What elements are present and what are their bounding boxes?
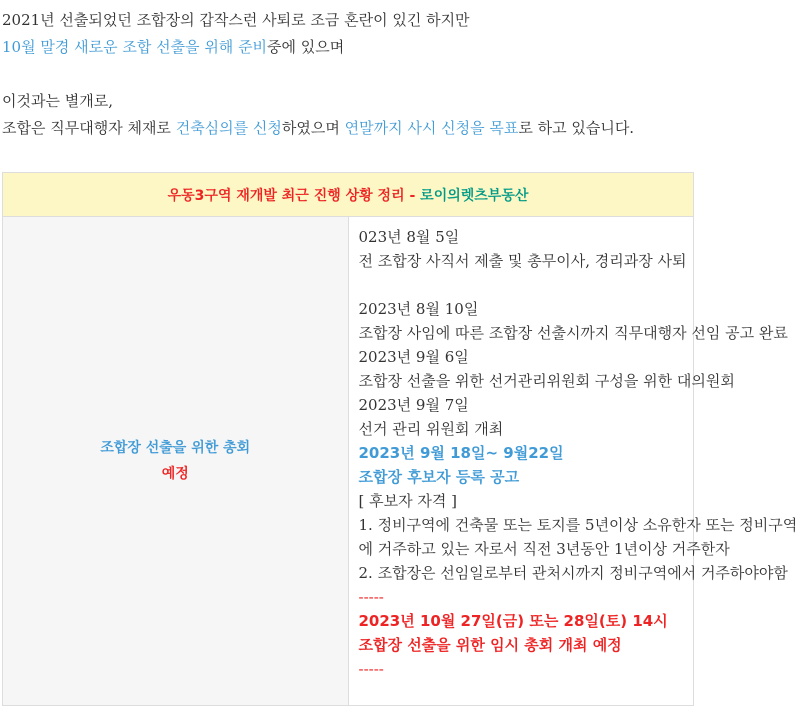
intro-line-4-highlight-2: 연말까지 사시 신청을 목표 <box>344 119 519 137</box>
intro-line-2 <box>2 37 344 57</box>
timeline-event-4: 선거 관리 위원회 개최 <box>358 420 504 438</box>
progress-table <box>2 172 797 706</box>
candidate-qualification-heading: [ 후보자 자격 ] <box>358 492 457 510</box>
intro-line-4 <box>2 118 634 138</box>
table-header-source: 로이의렛츠부동산 <box>420 187 529 204</box>
qualification-2: 2. 조합장은 선임일로부터 관처시까지 정비구역에서 거주하야야함 <box>358 564 788 582</box>
timeline-event-5: 조합장 후보자 등록 공고 <box>358 468 520 486</box>
timeline-event-2: 조합장 사임에 따른 조합장 선출시까지 직무대행자 선임 공고 완료 <box>358 324 788 342</box>
timeline-event-6: 조합장 선출을 위한 임시 총회 개최 예정 <box>358 636 622 654</box>
timeline-date-1: 023년 8월 5일 <box>358 228 460 246</box>
table-right-cell <box>348 217 797 706</box>
spacer <box>359 273 694 297</box>
table-header <box>3 173 694 217</box>
timeline-date-5: 2023년 9월 18일~ 9월22일 <box>358 444 564 462</box>
intro-line-4-highlight-1: 건축심의를 신청 <box>175 119 282 137</box>
intro-line-2-rest: 중에 있으며 <box>267 38 345 56</box>
table-left-cell <box>3 217 349 706</box>
table-header-separator: - <box>404 187 421 204</box>
table-header-title: 우동3구역 재개발 최근 진행 상황 정리 <box>167 187 405 204</box>
intro-line-1: 2021년 선출되었던 조합장의 갑작스런 사퇴로 조금 혼란이 있긴 하지만 <box>2 11 470 29</box>
left-cell-line-2: 예정 <box>161 466 189 482</box>
intro-line-3: 이것과는 별개로, <box>2 92 113 110</box>
timeline-event-3: 조합장 선출을 위한 선거관리위원회 구성을 위한 대의원회 <box>358 372 735 390</box>
intro-line-4-c: 하였으며 <box>281 119 345 137</box>
qualification-1-line-1: 1. 정비구역에 건축물 또는 토지를 5년이상 소유한자 또는 정비구역 <box>358 516 797 534</box>
timeline-event-1: 전 조합장 사직서 제출 및 총무이사, 경리과장 사퇴 <box>358 252 687 270</box>
divider-dashes-2: ----- <box>358 660 384 678</box>
timeline-date-6: 2023년 10월 27일(금) 또는 28일(토) 14시 <box>358 612 668 630</box>
intro-line-4-a: 조합은 직무대행자 체재로 <box>2 119 176 137</box>
intro-line-2-highlight: 10월 말경 새로운 조합 선출을 위해 준비 <box>2 38 268 56</box>
left-cell-line-1: 조합장 선출을 위한 총회 <box>100 440 251 456</box>
qualification-1-line-2: 에 거주하고 있는 자로서 직전 3년동안 1년이상 거주한자 <box>358 540 730 558</box>
timeline-date-3: 2023년 9월 6일 <box>358 348 469 366</box>
timeline-date-2: 2023년 8월 10일 <box>358 300 479 318</box>
timeline-date-4: 2023년 9월 7일 <box>358 396 469 414</box>
intro-line-4-e: 로 하고 있습니다. <box>518 119 635 137</box>
divider-dashes-1: ----- <box>358 588 384 606</box>
